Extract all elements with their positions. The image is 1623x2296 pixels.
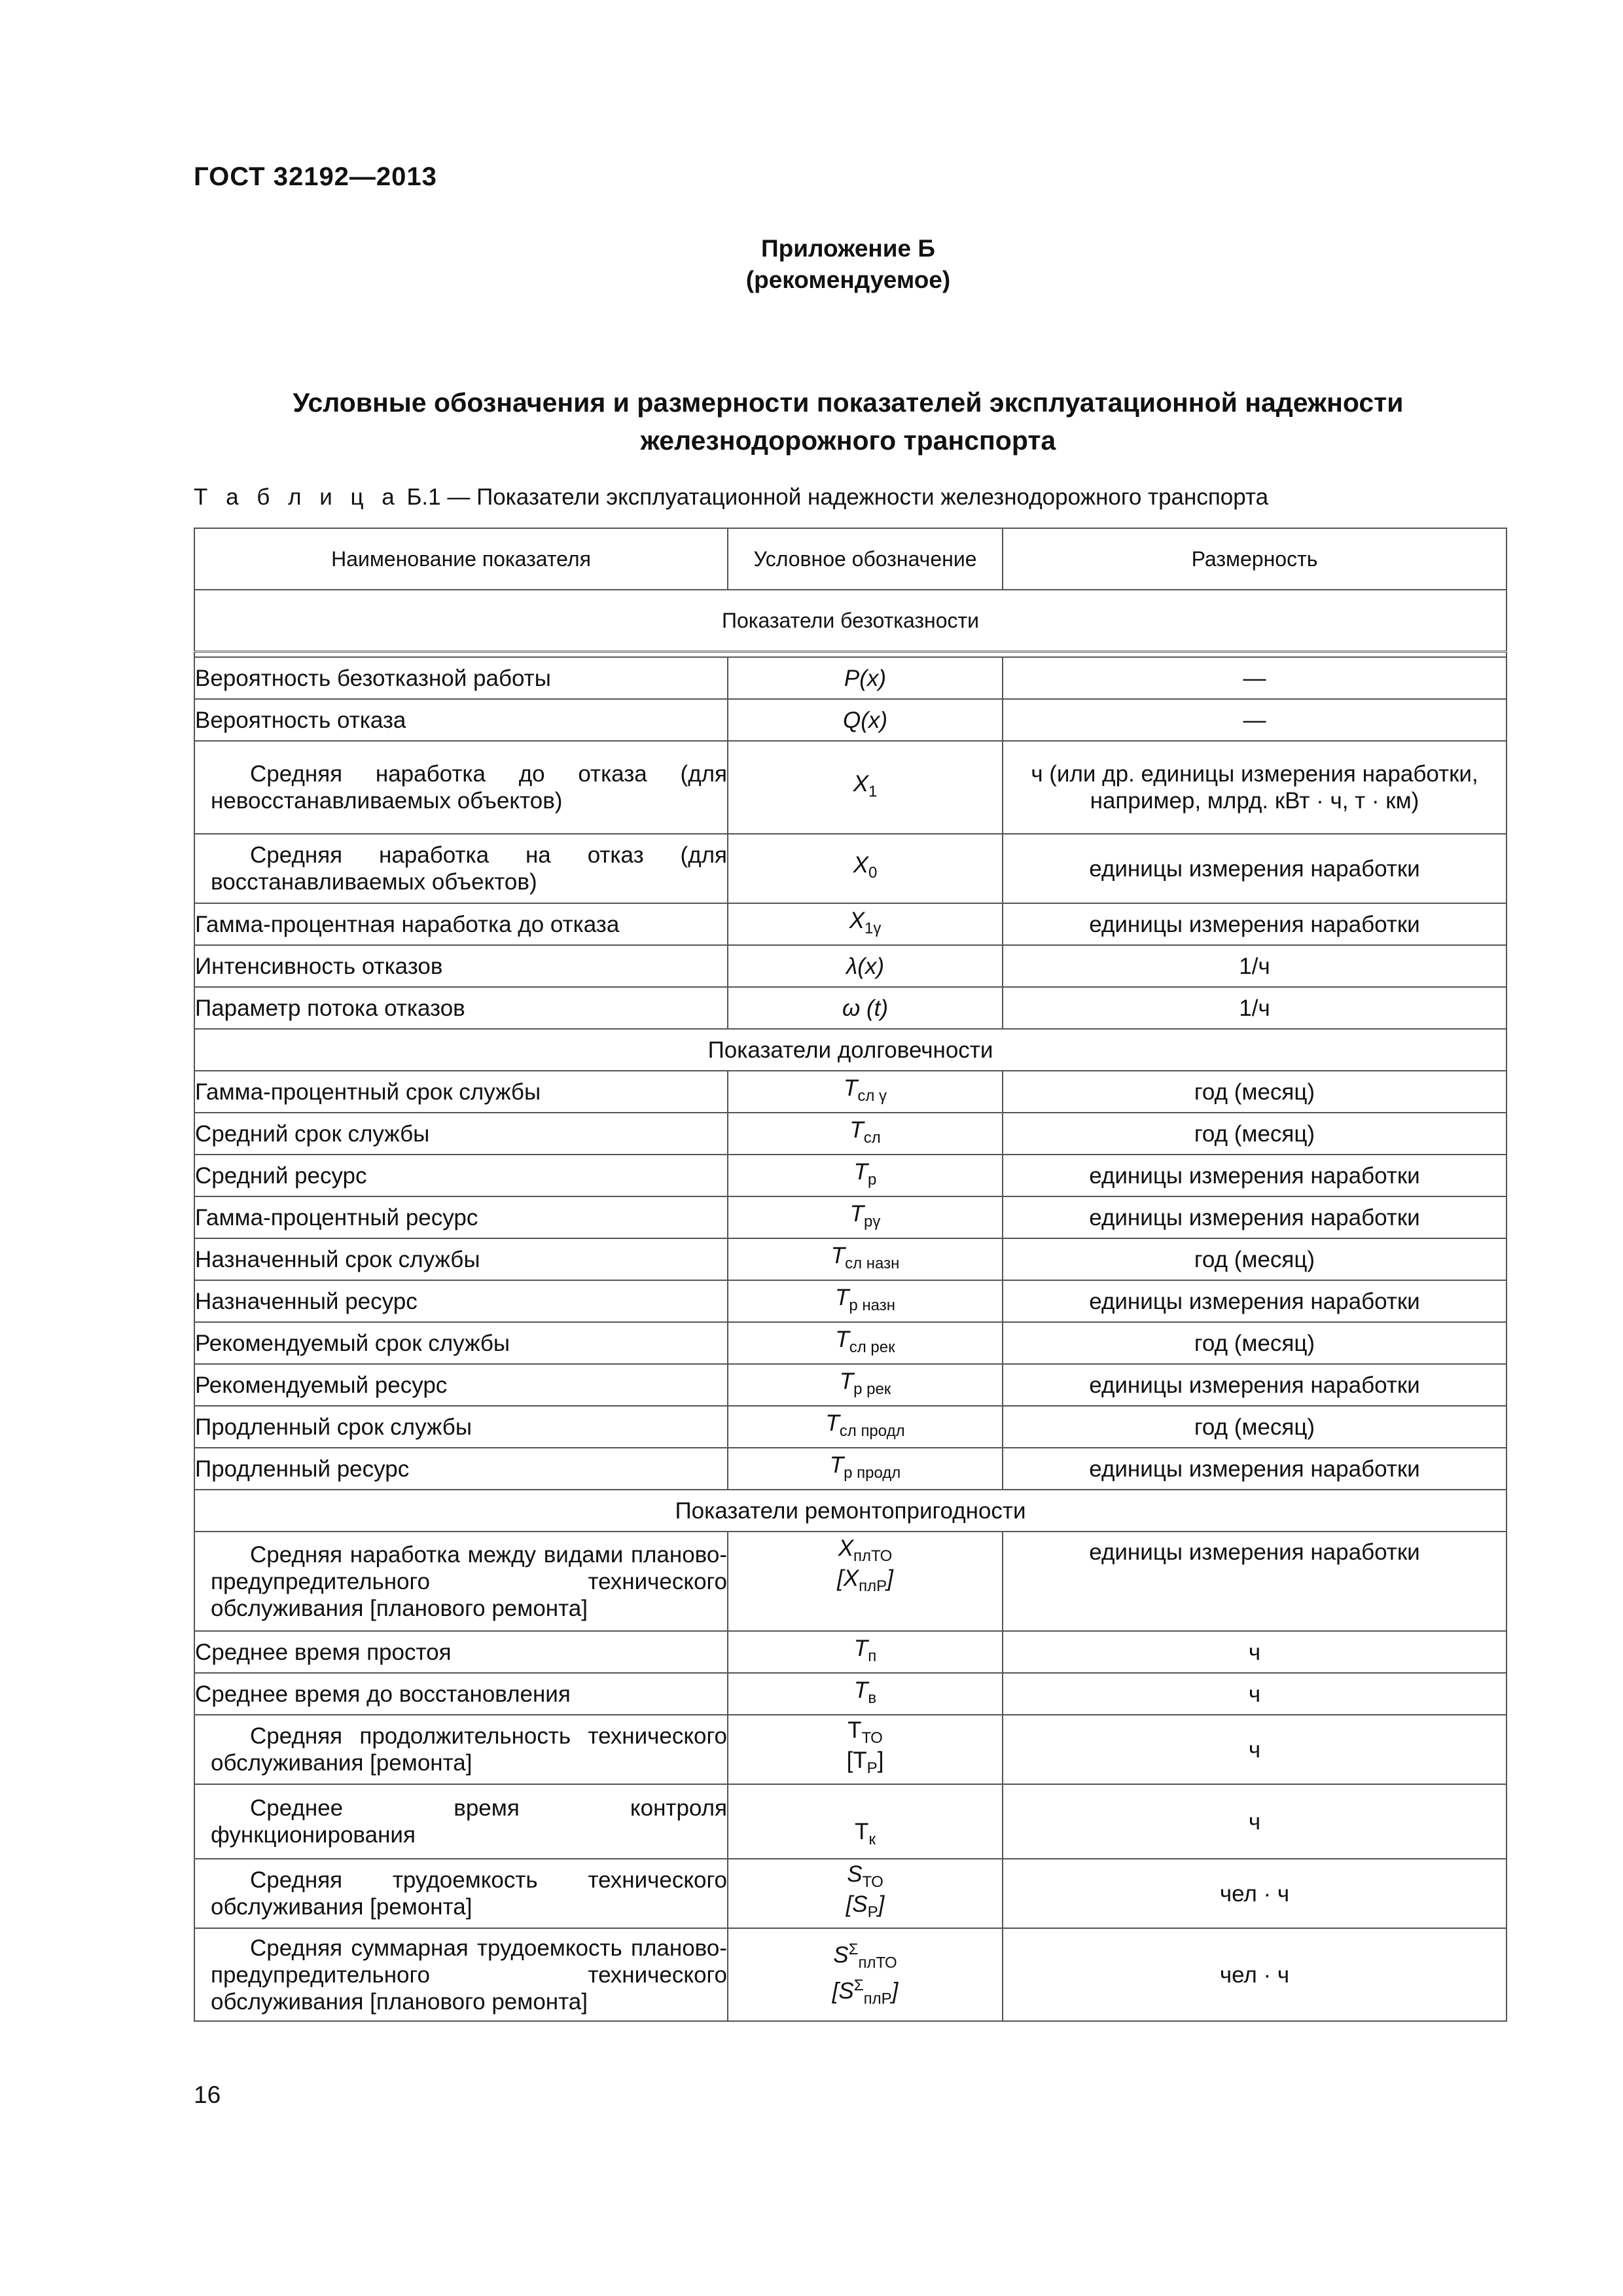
heading-line-1: Условные обозначения и размерности показателей эксплуатационной надежности — [293, 387, 1404, 418]
table-row — [194, 1673, 1507, 1715]
table-row — [194, 1928, 1507, 2021]
row-dimension: год (месяц) — [1003, 1322, 1507, 1364]
row-dimension: единицы измерения наработки — [1003, 1155, 1507, 1196]
row-symbol: $X_1$ — [728, 741, 1003, 834]
table-row — [194, 1238, 1507, 1280]
row-dimension: единицы измерения наработки — [1003, 1196, 1507, 1238]
row-dimension: 1/ч — [1003, 945, 1507, 987]
table-caption-prefix: Т а б л и ц а — [194, 484, 401, 510]
row-dimension: единицы измерения наработки — [1003, 1532, 1507, 1631]
row-symbol: P(x) — [728, 657, 1003, 699]
row-name: Средняя наработка между видами планово-предупредительного технического обслуживания [планового ремонта] — [194, 1532, 728, 1631]
row-symbol: $S_{ТО}$ $[S_Р]$ — [728, 1859, 1003, 1928]
row-name: Гамма-процентная наработка до отказа — [194, 903, 728, 945]
row-symbol: $T_к$ — [728, 1784, 1003, 1859]
row-symbol: $T_{сл}$ — [728, 1113, 1003, 1155]
section-heading — [194, 384, 1503, 459]
row-name: Средняя трудоемкость технического обслуживания [ремонта] — [194, 1859, 728, 1928]
document-code: ГОСТ 32192—2013 — [194, 162, 437, 191]
row-symbol: $X_0$ — [728, 834, 1003, 903]
row-name: Параметр потока отказов — [194, 987, 728, 1029]
row-dimension: год (месяц) — [1003, 1238, 1507, 1280]
row-symbol: $T_{сл \gamma}$ — [728, 1071, 1003, 1113]
section-row-maintainability — [194, 1490, 1507, 1532]
row-symbol: λ(x) — [728, 945, 1003, 987]
row-name: Среднее время до восстановления — [194, 1673, 728, 1715]
table-row — [194, 1155, 1507, 1196]
row-symbol: $T_р$ — [728, 1155, 1003, 1196]
row-dimension: ч (или др. единицы измерения наработки, например, млрд. кВт · ч, т · км) — [1003, 741, 1507, 834]
table-row — [194, 657, 1507, 699]
row-name: Средняя суммарная трудоемкость планово-предупредительного технического обслуживания [планового ремонта] — [194, 1928, 728, 2021]
row-symbol: $T_в$ — [728, 1673, 1003, 1715]
page-number: 16 — [194, 2081, 221, 2108]
row-symbol: $T_{р\gamma}$ — [728, 1196, 1003, 1238]
table-row — [194, 987, 1507, 1029]
row-name: Назначенный ресурс — [194, 1280, 728, 1322]
row-dimension: год (месяц) — [1003, 1406, 1507, 1448]
row-dimension: — — [1003, 699, 1507, 741]
row-name: Гамма-процентный ресурс — [194, 1196, 728, 1238]
row-symbol: $T_{р продл}$ — [728, 1448, 1003, 1490]
row-name: Среднее время контроля функционирования — [194, 1784, 728, 1859]
row-dimension: ч — [1003, 1784, 1507, 1859]
table-row — [194, 1715, 1507, 1784]
row-name: Рекомендуемый ресурс — [194, 1364, 728, 1406]
row-name: Вероятность безотказной работы — [194, 657, 728, 699]
row-name: Средняя наработка до отказа (для невосстанавливаемых объектов) — [194, 741, 728, 834]
section-row-reliability — [194, 590, 1507, 652]
table-row — [194, 699, 1507, 741]
row-symbol: $T_{сл рек}$ — [728, 1322, 1003, 1364]
row-name: Рекомендуемый срок службы — [194, 1322, 728, 1364]
row-dimension: год (месяц) — [1003, 1071, 1507, 1113]
row-symbol: $T_{р рек}$ — [728, 1364, 1003, 1406]
row-symbol: $T_{сл продл}$ — [728, 1406, 1003, 1448]
row-symbol: $X_{плТО}$ $[X_{плР}]$ — [728, 1532, 1003, 1631]
row-symbol: Q(x) — [728, 699, 1003, 741]
row-dimension: — — [1003, 657, 1507, 699]
column-header-name: Наименование показателя — [194, 528, 728, 590]
row-symbol: $S^\Sigma_{плТО}$ $[S^\Sigma_{плР}]$ — [728, 1928, 1003, 2021]
row-symbol: $T_{р назн}$ — [728, 1280, 1003, 1322]
table-row — [194, 1784, 1507, 1859]
column-header-symbol: Условное обозначение — [728, 528, 1003, 590]
table-row — [194, 903, 1507, 945]
table-row — [194, 741, 1507, 834]
row-name: Средний срок службы — [194, 1113, 728, 1155]
row-dimension: чел · ч — [1003, 1859, 1507, 1928]
row-symbol: $T_п$ — [728, 1631, 1003, 1673]
row-dimension: ч — [1003, 1631, 1507, 1673]
appendix-title — [194, 233, 1503, 296]
section-label: Показатели безотказности — [194, 590, 1507, 652]
row-name: Среднее время простоя — [194, 1631, 728, 1673]
row-dimension: единицы измерения наработки — [1003, 903, 1507, 945]
row-name: Гамма-процентный срок службы — [194, 1071, 728, 1113]
row-name: Интенсивность отказов — [194, 945, 728, 987]
table-row — [194, 1631, 1507, 1673]
row-dimension: единицы измерения наработки — [1003, 1448, 1507, 1490]
row-name: Вероятность отказа — [194, 699, 728, 741]
table-row — [194, 1196, 1507, 1238]
section-label: Показатели долговечности — [194, 1029, 1507, 1071]
table-row — [194, 1364, 1507, 1406]
row-name: Назначенный срок службы — [194, 1238, 728, 1280]
row-dimension: единицы измерения наработки — [1003, 834, 1507, 903]
table-row — [194, 1113, 1507, 1155]
row-name: Средний ресурс — [194, 1155, 728, 1196]
row-dimension: ч — [1003, 1715, 1507, 1784]
section-label: Показатели ремонтопригодности — [194, 1490, 1507, 1532]
table-row — [194, 834, 1507, 903]
row-name: Продленный срок службы — [194, 1406, 728, 1448]
row-symbol: $T_{ТО}$ $[T_Р]$ — [728, 1715, 1003, 1784]
row-symbol: $T_{сл назн}$ — [728, 1238, 1003, 1280]
row-symbol: ω (t) — [728, 987, 1003, 1029]
row-name: Продленный ресурс — [194, 1448, 728, 1490]
row-dimension: ч — [1003, 1673, 1507, 1715]
table-row — [194, 1859, 1507, 1928]
table-row — [194, 1406, 1507, 1448]
row-dimension: год (месяц) — [1003, 1113, 1507, 1155]
appendix-label: Приложение Б — [761, 235, 935, 262]
row-symbol: $X_{1\gamma}$ — [728, 903, 1003, 945]
table-caption — [194, 484, 1268, 511]
table-header-row — [194, 528, 1507, 590]
table-row — [194, 1280, 1507, 1322]
row-name: Средняя наработка на отказ (для восстанавливаемых объектов) — [194, 834, 728, 903]
row-dimension: чел · ч — [1003, 1928, 1507, 2021]
table-separator — [194, 652, 1507, 658]
appendix-status: (рекомендуемое) — [745, 266, 951, 293]
table-row — [194, 1532, 1507, 1631]
column-header-dimension: Размерность — [1003, 528, 1507, 590]
table-row — [194, 945, 1507, 987]
reliability-indicators-table — [194, 528, 1507, 2022]
row-dimension: 1/ч — [1003, 987, 1507, 1029]
row-dimension: единицы измерения наработки — [1003, 1280, 1507, 1322]
row-name: Средняя продолжительность технического обслуживания [ремонта] — [194, 1715, 728, 1784]
heading-line-2: железнодорожного транспорта — [640, 425, 1056, 456]
section-row-durability — [194, 1029, 1507, 1071]
row-dimension: единицы измерения наработки — [1003, 1364, 1507, 1406]
table-row — [194, 1448, 1507, 1490]
table-row — [194, 1322, 1507, 1364]
table-row — [194, 1071, 1507, 1113]
table-caption-text: Б.1 — Показатели эксплуатационной надежности железнодорожного транспорта — [400, 484, 1269, 510]
